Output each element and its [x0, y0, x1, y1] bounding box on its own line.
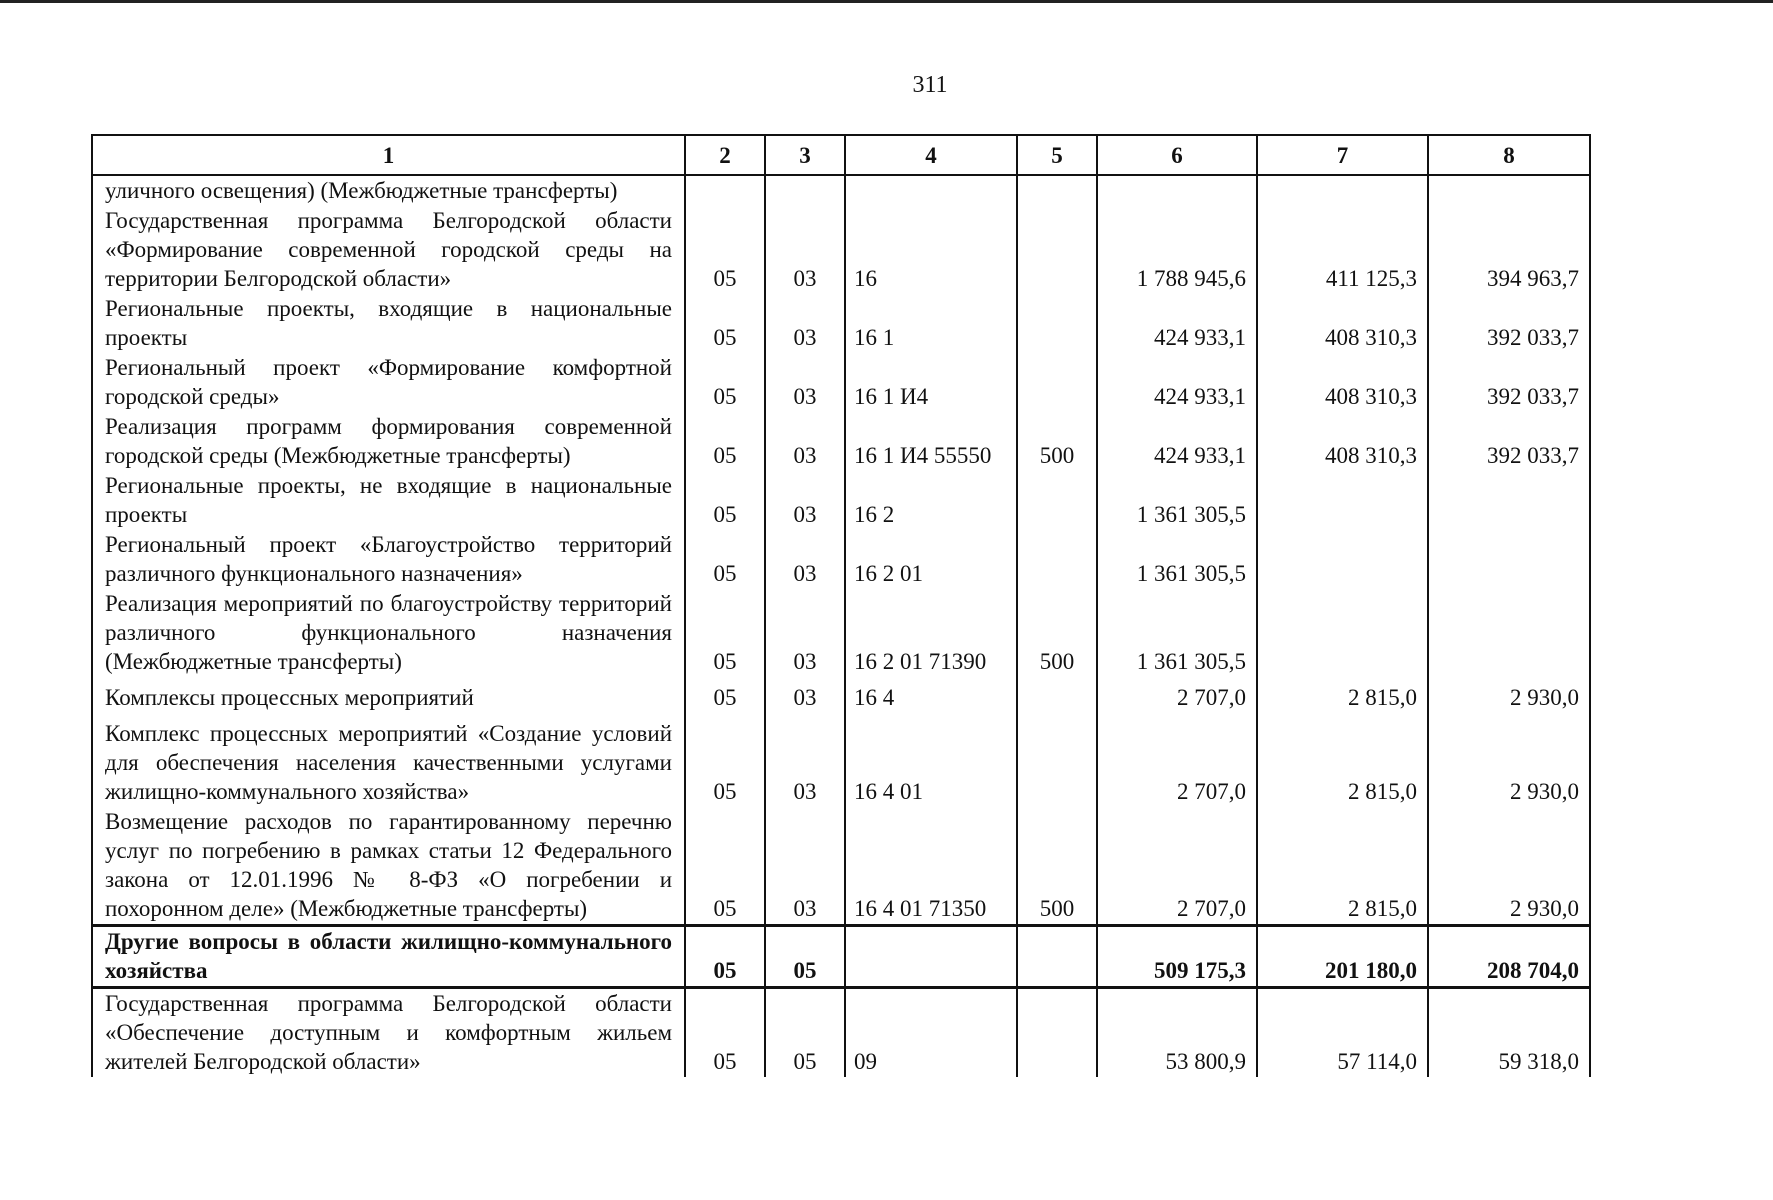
column-header: 8	[1428, 135, 1590, 175]
row-name: уличного освещения) (Межбюджетные трансферты)	[92, 175, 685, 206]
column-header: 3	[765, 135, 845, 175]
table-body	[92, 175, 1590, 1077]
table-row	[92, 807, 1590, 926]
target-article-code: 16 1 И4 55550	[845, 412, 1017, 471]
subsection-code: 03	[765, 530, 845, 589]
target-article-code: 16 1	[845, 294, 1017, 353]
table-row	[92, 412, 1590, 471]
subsection-code: 03	[765, 353, 845, 412]
table-row	[92, 175, 1590, 206]
expense-type-code	[1017, 353, 1097, 412]
amount-col-6: 424 933,1	[1097, 412, 1257, 471]
expense-type-code	[1017, 677, 1097, 713]
section-code: 05	[685, 471, 765, 530]
section-code	[685, 175, 765, 206]
row-name: Государственная программа Белгородской области «Формирование современной городской среды на территории Белгородской области»	[92, 206, 685, 294]
section-code: 05	[685, 713, 765, 807]
amount-col-6: 1 361 305,5	[1097, 471, 1257, 530]
amount-col-7: 408 310,3	[1257, 353, 1428, 412]
expense-type-code	[1017, 471, 1097, 530]
amount-col-8: 208 704,0	[1428, 926, 1590, 988]
expense-type-code	[1017, 206, 1097, 294]
amount-col-8: 59 318,0	[1428, 988, 1590, 1078]
amount-col-6: 1 361 305,5	[1097, 530, 1257, 589]
subsection-code: 03	[765, 471, 845, 530]
expense-type-code	[1017, 294, 1097, 353]
subsection-code: 03	[765, 589, 845, 677]
expense-type-code	[1017, 926, 1097, 988]
section-code: 05	[685, 807, 765, 926]
column-header: 7	[1257, 135, 1428, 175]
target-article-code: 16	[845, 206, 1017, 294]
amount-col-8: 2 930,0	[1428, 807, 1590, 926]
amount-col-7: 2 815,0	[1257, 677, 1428, 713]
table-row	[92, 988, 1590, 1078]
row-name: Региональные проекты, не входящие в национальные проекты	[92, 471, 685, 530]
expense-type-code	[1017, 988, 1097, 1078]
target-article-code: 16 4	[845, 677, 1017, 713]
row-name: Государственная программа Белгородской области «Обеспечение доступным и комфортным жильем жителей Белгородской области»	[92, 988, 685, 1078]
subsection-code: 03	[765, 294, 845, 353]
amount-col-7	[1257, 589, 1428, 677]
amount-col-7: 2 815,0	[1257, 807, 1428, 926]
amount-col-6: 509 175,3	[1097, 926, 1257, 988]
column-header: 1	[92, 135, 685, 175]
table-row	[92, 530, 1590, 589]
amount-col-8	[1428, 175, 1590, 206]
target-article-code: 16 2 01 71390	[845, 589, 1017, 677]
table-row	[92, 926, 1590, 988]
column-header: 4	[845, 135, 1017, 175]
section-code: 05	[685, 530, 765, 589]
section-code: 05	[685, 926, 765, 988]
amount-col-7: 408 310,3	[1257, 412, 1428, 471]
row-name: Комплексы процессных мероприятий	[92, 677, 685, 713]
amount-col-6: 424 933,1	[1097, 294, 1257, 353]
target-article-code: 16 4 01	[845, 713, 1017, 807]
table-row	[92, 471, 1590, 530]
section-code: 05	[685, 294, 765, 353]
amount-col-8: 392 033,7	[1428, 353, 1590, 412]
header-row	[92, 135, 1590, 175]
row-name: Реализация программ формирования современной городской среды (Межбюджетные трансферты)	[92, 412, 685, 471]
amount-col-8: 2 930,0	[1428, 677, 1590, 713]
table-row	[92, 353, 1590, 412]
amount-col-7: 2 815,0	[1257, 713, 1428, 807]
row-name: Региональные проекты, входящие в национальные проекты	[92, 294, 685, 353]
row-name: Другие вопросы в области жилищно-коммунального хозяйства	[92, 926, 685, 988]
section-code: 05	[685, 988, 765, 1078]
table-row	[92, 713, 1590, 807]
amount-col-6: 53 800,9	[1097, 988, 1257, 1078]
expense-type-code	[1017, 175, 1097, 206]
row-name: Возмещение расходов по гарантированному перечню услуг по погребению в рамках статьи 12 Федерального закона от 12.01.1996 № 8-ФЗ «О погребении и похоронном деле» (Межбюджетные трансферты)	[92, 807, 685, 926]
table-row	[92, 589, 1590, 677]
target-article-code: 16 4 01 71350	[845, 807, 1017, 926]
table-row	[92, 294, 1590, 353]
section-code: 05	[685, 353, 765, 412]
row-name: Региональный проект «Благоустройство территорий различного функционального назначения»	[92, 530, 685, 589]
section-code: 05	[685, 206, 765, 294]
budget-table	[91, 134, 1591, 1077]
amount-col-8: 392 033,7	[1428, 412, 1590, 471]
target-article-code	[845, 175, 1017, 206]
section-code: 05	[685, 412, 765, 471]
top-rule	[0, 0, 1773, 3]
section-code: 05	[685, 589, 765, 677]
subsection-code	[765, 175, 845, 206]
expense-type-code: 500	[1017, 412, 1097, 471]
amount-col-8: 392 033,7	[1428, 294, 1590, 353]
amount-col-6: 1 361 305,5	[1097, 589, 1257, 677]
column-header: 5	[1017, 135, 1097, 175]
amount-col-7	[1257, 175, 1428, 206]
target-article-code: 16 1 И4	[845, 353, 1017, 412]
amount-col-7: 57 114,0	[1257, 988, 1428, 1078]
amount-col-8	[1428, 589, 1590, 677]
column-header: 6	[1097, 135, 1257, 175]
table-row	[92, 206, 1590, 294]
amount-col-8: 394 963,7	[1428, 206, 1590, 294]
amount-col-6: 2 707,0	[1097, 677, 1257, 713]
subsection-code: 03	[765, 206, 845, 294]
expense-type-code: 500	[1017, 589, 1097, 677]
amount-col-7: 201 180,0	[1257, 926, 1428, 988]
subsection-code: 05	[765, 988, 845, 1078]
amount-col-6: 1 788 945,6	[1097, 206, 1257, 294]
amount-col-6	[1097, 175, 1257, 206]
target-article-code: 09	[845, 988, 1017, 1078]
amount-col-7	[1257, 530, 1428, 589]
target-article-code: 16 2 01	[845, 530, 1017, 589]
amount-col-7: 408 310,3	[1257, 294, 1428, 353]
page-number: 311	[912, 72, 948, 98]
subsection-code: 03	[765, 677, 845, 713]
table-row	[92, 677, 1590, 713]
amount-col-7: 411 125,3	[1257, 206, 1428, 294]
subsection-code: 03	[765, 412, 845, 471]
section-code: 05	[685, 677, 765, 713]
row-name: Комплекс процессных мероприятий «Создание условий для обеспечения населения качественными услугами жилищно-коммунального хозяйства»	[92, 713, 685, 807]
column-header: 2	[685, 135, 765, 175]
subsection-code: 03	[765, 807, 845, 926]
target-article-code	[845, 926, 1017, 988]
expense-type-code	[1017, 713, 1097, 807]
amount-col-6: 2 707,0	[1097, 807, 1257, 926]
expense-type-code: 500	[1017, 807, 1097, 926]
amount-col-8	[1428, 530, 1590, 589]
amount-col-6: 2 707,0	[1097, 713, 1257, 807]
row-name: Реализация мероприятий по благоустройству территорий различного функционального назначения (Межбюджетные трансферты)	[92, 589, 685, 677]
subsection-code: 05	[765, 926, 845, 988]
row-name: Региональный проект «Формирование комфортной городской среды»	[92, 353, 685, 412]
amount-col-7	[1257, 471, 1428, 530]
subsection-code: 03	[765, 713, 845, 807]
target-article-code: 16 2	[845, 471, 1017, 530]
expense-type-code	[1017, 530, 1097, 589]
amount-col-8: 2 930,0	[1428, 713, 1590, 807]
amount-col-6: 424 933,1	[1097, 353, 1257, 412]
amount-col-8	[1428, 471, 1590, 530]
